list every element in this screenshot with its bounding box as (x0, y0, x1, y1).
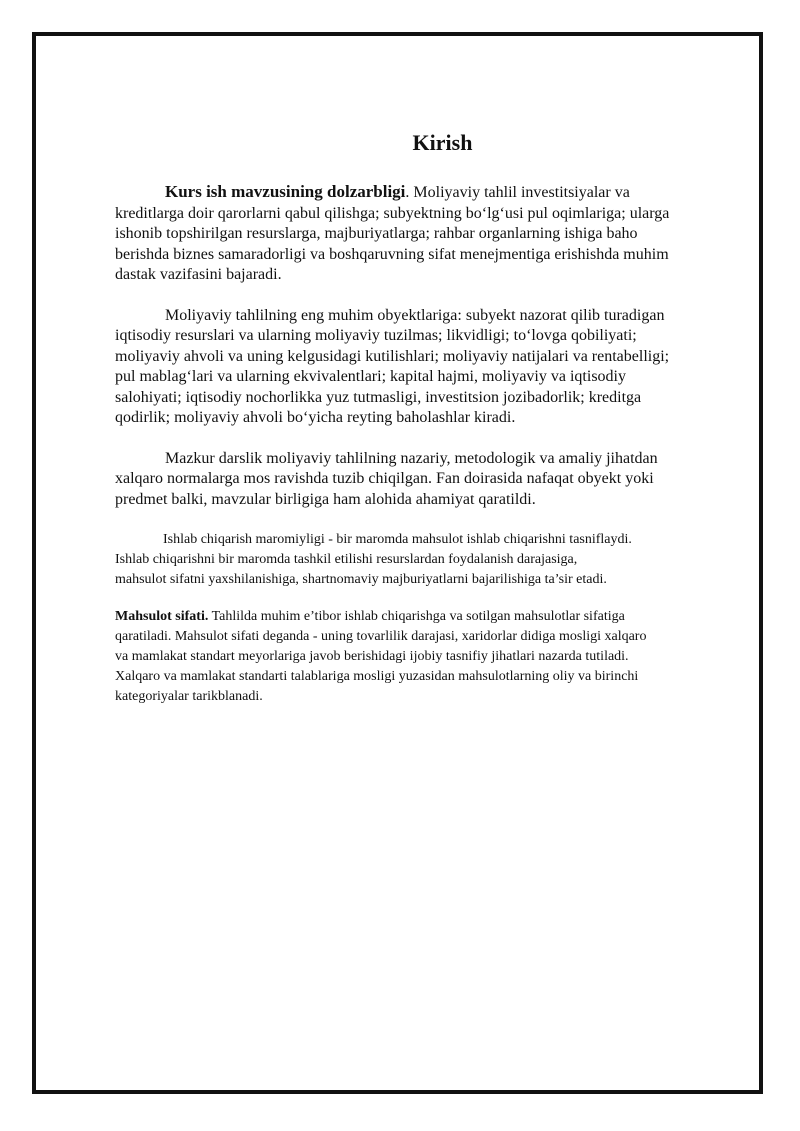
paragraph-line: qaratiladi. Mahsulot sifati deganda - uning tovarlilik darajasi, xaridorlar didiga mosligi xalqaro (115, 629, 647, 644)
paragraph-line: dastak vazifasini bajaradi. (115, 266, 282, 283)
paragraph-relevance (115, 182, 735, 286)
paragraph-line: moliyaviy ahvoli va uning kelgusidagi kutilishlari; moliyaviy natijalari va rentabelligi; (115, 347, 670, 365)
paragraph-lead: Mahsulot sifati. (115, 609, 209, 624)
page-title: Kirish (412, 130, 473, 155)
paragraph-textbook (115, 449, 735, 511)
paragraph-rhythm (115, 530, 735, 590)
paragraph-quality (115, 607, 735, 707)
paragraph-text: . Moliyaviy tahlil investitsiyalar va (405, 184, 630, 201)
paragraph-line: salohiyati; iqtisodiy nochorlikka yuz tutmasligi, investitsion jozibadorlik; kreditga (115, 388, 642, 406)
paragraph-line: kreditlarga doir qarorlarni qabul qilishga; subyektning bo‘lg‘usi pul oqimlariga; ularga (115, 204, 670, 222)
paragraph-line: mahsulot sifatni yaxshilanishiga, shartnomaviy majburiyatlarni bajarilishiga ta’sir etadi. (115, 572, 607, 587)
paragraph-line: va mamlakat standart meyorlariga javob berishidagi ijobiy tasnifiy jihatlari nazarda tutiladi. (115, 649, 629, 664)
paragraph-line: iqtisodiy resurslari va ularning moliyaviy tuzilmas; likvidligi; to‘lovga qobiliyati; (115, 327, 637, 344)
paragraph-lead: Kurs ish mavzusining dolzarbligi (165, 182, 406, 201)
paragraph-line: berishda biznes samaradorligi va boshqaruvning sifat menejmentiga erishishda muhim (115, 245, 669, 263)
paragraph-line: Xalqaro va mamlakat standarti talablariga mosligi yuzasidan mahsulotlarning oliy va birinchi (115, 669, 639, 684)
paragraph-objects (115, 306, 735, 429)
paragraph-text: Moliyaviy tahlilning eng muhim obyektlariga: subyekt nazorat qilib turadigan (165, 306, 665, 324)
paragraph-line: predmet balki, mavzular birligiga ham alohida ahamiyat qaratildi. (115, 490, 536, 508)
document-body (115, 130, 735, 724)
paragraph-text: Tahlilda muhim e’tibor ishlab chiqarishga va sotilgan mahsulotlar sifatiga (208, 609, 625, 624)
paragraph-line: pul mablag‘lari va ularning ekvivalentlari; kapital hajmi, moliyaviy va iqtisodiy (115, 368, 626, 385)
paragraph-line: qodirlik; moliyaviy ahvoli bo‘yicha reyting baholashlar kiradi. (115, 409, 516, 426)
paragraph-line: Ishlab chiqarishni bir maromda tashkil etilishi resurslardan foydalanish darajasiga, (115, 552, 578, 567)
paragraph-line: kategoriyalar tarikblanadi. (115, 689, 263, 704)
paragraph-line: xalqaro normalarga mos ravishda tuzib chiqilgan. Fan doirasida nafaqat obyekt yoki (115, 470, 654, 487)
paragraph-text: Mazkur darslik moliyaviy tahlilning nazariy, metodologik va amaliy jihatdan (165, 449, 658, 467)
paragraph-line: ishonib topshirilgan resurslarga, majburiyatlarga; rahbar organlarning ishiga baho (115, 225, 638, 242)
paragraph-text: Ishlab chiqarish maromiyligi - bir maromda mahsulot ishlab chiqarishni tasniflaydi. (163, 532, 632, 547)
